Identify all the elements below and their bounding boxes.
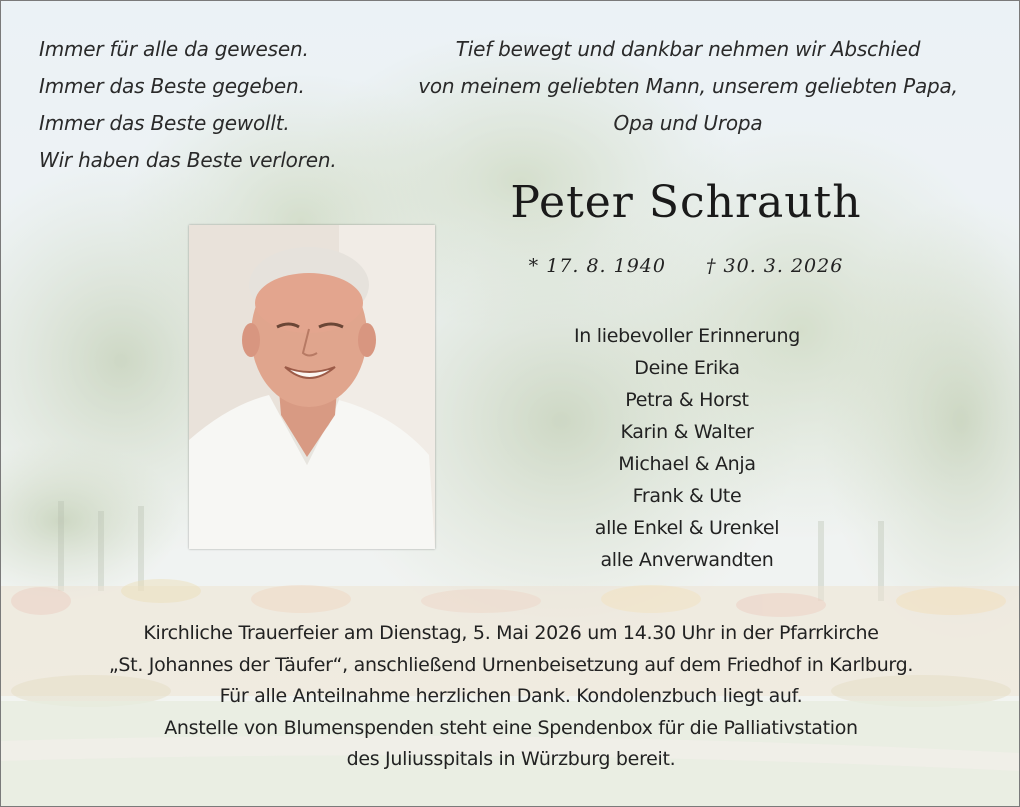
intro-line: Wir haben das Beste verloren. xyxy=(39,148,337,172)
service-line: Für alle Anteilnahme herzlichen Dank. Kondolenzbuch liegt auf. xyxy=(219,685,803,707)
mourner-line: alle Enkel & Urenkel xyxy=(594,517,780,539)
mourner-line: Deine Erika xyxy=(634,357,740,379)
intro-line: Immer für alle da gewesen. xyxy=(39,37,309,61)
farewell-line: Opa und Uropa xyxy=(613,111,763,135)
mourner-line: Petra & Horst xyxy=(625,389,749,411)
portrait-photo xyxy=(189,225,435,549)
service-information xyxy=(41,618,981,776)
service-line: „St. Johannes der Täufer“, anschließend Urnenbeisetzung auf dem Friedhof in Karlburg. xyxy=(108,653,914,676)
mourner-line: Frank & Ute xyxy=(632,485,742,507)
intro-line: Immer das Beste gegeben. xyxy=(39,74,305,98)
birth-date: * 17. 8. 1940 xyxy=(528,255,666,277)
death-date: † 30. 3. 2026 xyxy=(706,255,844,277)
farewell-line: Tief bewegt und dankbar nehmen wir Abschied xyxy=(455,37,921,61)
service-line: Kirchliche Trauerfeier am Dienstag, 5. Mai 2026 um 14.30 Uhr in der Pfarrkirche xyxy=(143,622,879,644)
mourner-line: Karin & Walter xyxy=(620,421,754,443)
farewell-text xyxy=(393,31,983,142)
mourners-list xyxy=(487,320,887,576)
deceased-name: Peter Schrauth xyxy=(510,177,862,228)
service-line: Anstelle von Blumenspenden steht eine Spendenbox für die Palliativstation xyxy=(164,716,858,739)
mourner-line: In liebevoller Erinnerung xyxy=(574,325,800,347)
service-line: des Juliusspitals in Würzburg bereit. xyxy=(346,748,676,770)
mourner-line: Michael & Anja xyxy=(618,453,756,475)
farewell-line: von meinem geliebten Mann, unserem geliebten Papa, xyxy=(418,74,958,98)
life-dates xyxy=(471,255,901,277)
mourner-line: alle Anverwandten xyxy=(600,549,774,571)
intro-verse xyxy=(39,31,399,179)
intro-line: Immer das Beste gewollt. xyxy=(39,111,290,135)
